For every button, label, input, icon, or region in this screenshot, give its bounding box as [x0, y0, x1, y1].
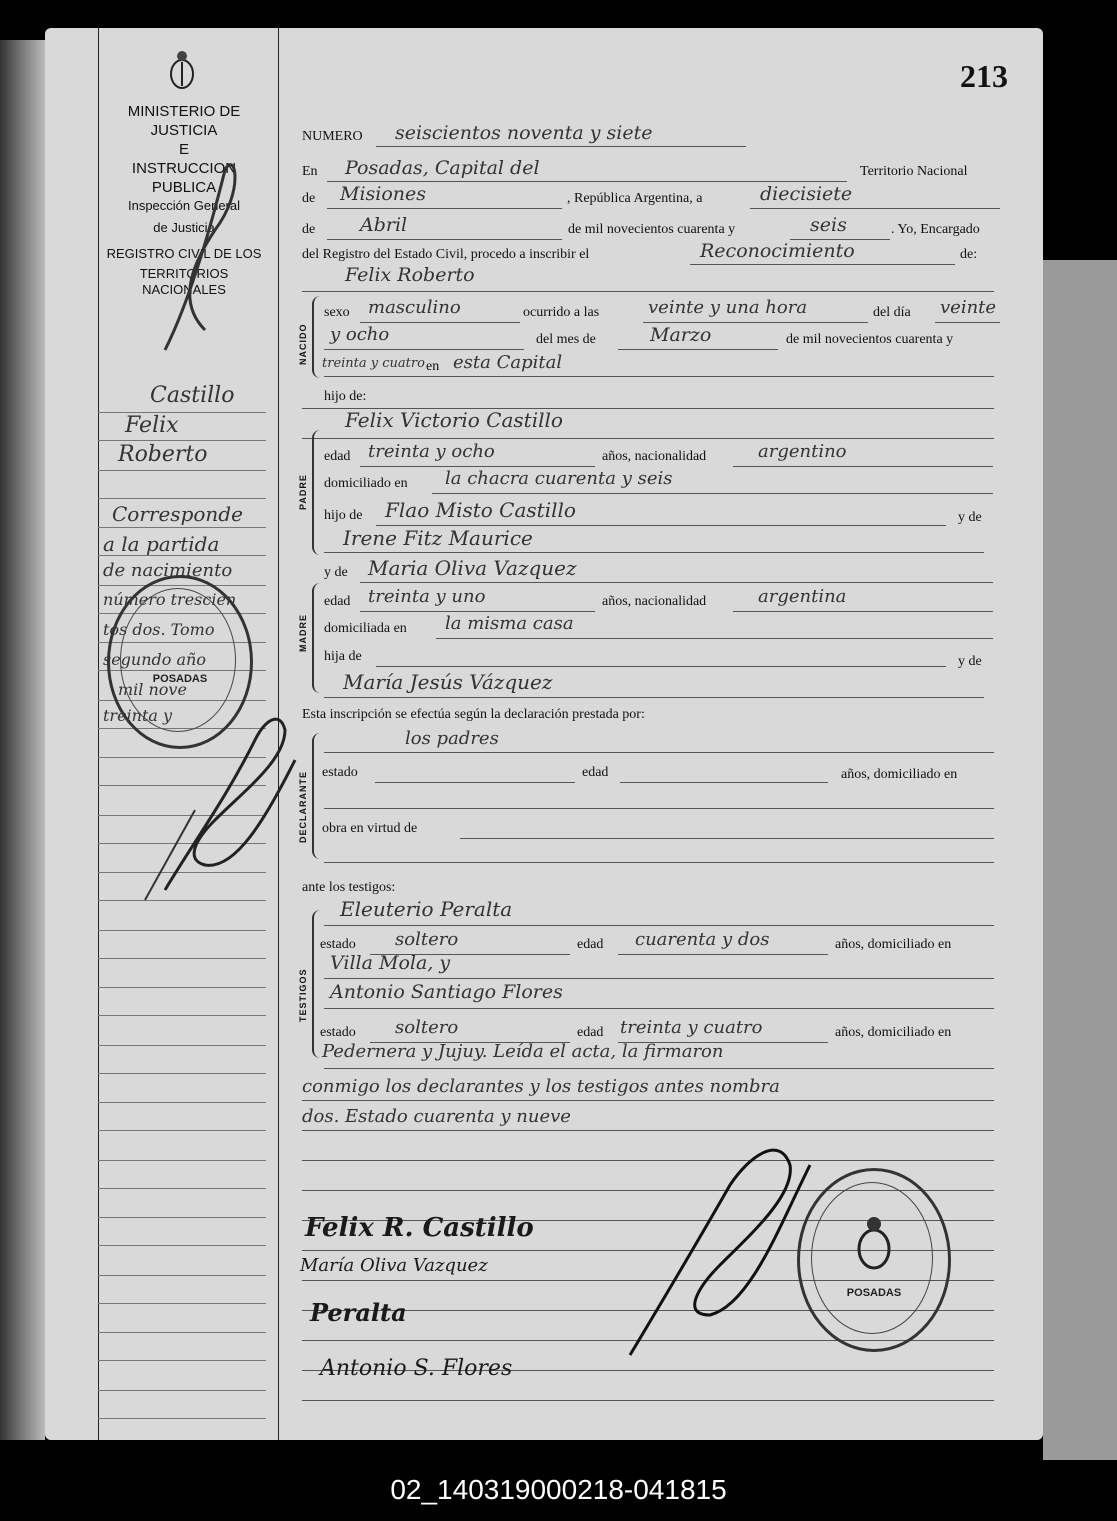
section-nacido: NACIDO [298, 323, 308, 365]
entry-acto: Reconocimiento [700, 240, 855, 262]
label-numero: NUMERO [302, 129, 363, 144]
page-number: 213 [960, 58, 1008, 94]
label-obra: obra en virtud de [322, 821, 418, 836]
entry-t1-dom: Villa Mola, y [330, 952, 451, 974]
label-republica: , República Argentina, a [567, 191, 703, 206]
entry-sexo: masculino [368, 297, 461, 318]
label-ocurrido: ocurrido a las [523, 305, 600, 320]
label-yde-madre2: y de [958, 654, 982, 669]
label-edad-decl: edad [582, 765, 609, 780]
label-edad-padre: edad [324, 449, 351, 464]
margin-note-2: a la partida [103, 532, 220, 556]
label-anos-dom-t2: años, domiciliado en [835, 1025, 952, 1040]
background-right [1043, 260, 1117, 1460]
entry-abuelo: Flao Misto Castillo [385, 498, 576, 522]
label-mil2: de mil novecientos cuarenta y [786, 332, 954, 347]
entry-madre-nac: argentina [758, 586, 847, 607]
entry-t2-edad: treinta y cuatro [620, 1017, 763, 1038]
label-de-mes: de [302, 222, 316, 237]
label-edad-t2: edad [577, 1025, 604, 1040]
brace-padre [312, 430, 322, 555]
entry-declarante: los padres [405, 728, 499, 749]
label-estado-decl: estado [322, 765, 358, 780]
label-registro: del Registro del Estado Civil, procedo a inscribir el [302, 247, 590, 262]
footer-id: 02_140319000218-041815 [390, 1474, 727, 1505]
entry-testigo1: Eleuterio Peralta [340, 897, 513, 921]
entry-t2-estado: soltero [395, 1017, 459, 1038]
entry-hora: veinte y una hora [648, 297, 808, 318]
signature-mother: María Oliva Vazquez [300, 1255, 488, 1276]
entry-mes: Abril [360, 214, 408, 236]
label-sexo: sexo [324, 305, 350, 320]
entry-territorio: Misiones [340, 183, 427, 205]
book-left-edge [0, 40, 45, 1440]
label-hijo: hijo de: [324, 389, 367, 404]
margin-note-4: número trescien [103, 590, 237, 609]
entry-lugar: Posadas, Capital del [345, 157, 540, 179]
official-signature-bottom [620, 1125, 820, 1365]
margin-note-5: tos dos. Tomo [103, 620, 215, 639]
label-anos-dom-t1: años, domiciliado en [835, 937, 952, 952]
label-delmes: del mes de [536, 332, 596, 347]
coat-of-arms-icon [168, 48, 196, 92]
brace-madre [312, 583, 322, 693]
entry-lugar-nac: esta Capital [453, 352, 563, 373]
entry-cierre-1: conmigo los declarantes y los testigos antes nombra [302, 1076, 780, 1097]
seal-stamp-right [797, 1168, 951, 1352]
label-nacionalidad-padre: años, nacionalidad [602, 449, 707, 464]
label-territorio: Territorio Nacional [860, 164, 968, 179]
margin-note-8: treinta y [103, 706, 173, 725]
label-en: En [302, 164, 318, 179]
label-estado-t1: estado [320, 937, 356, 952]
label-anos-dom-decl: años, domiciliado en [841, 767, 958, 782]
entry-t1-edad: cuarenta y dos [635, 929, 770, 950]
signature-witness-1: Peralta [310, 1298, 407, 1327]
label-estado-t2: estado [320, 1025, 356, 1040]
margin-note-6: segundo año [103, 650, 206, 669]
entry-padre-nac: argentino [758, 441, 847, 462]
official-signature-top [145, 130, 255, 360]
entry-abuela: Irene Fitz Maurice [343, 526, 533, 550]
entry-dia-nac-2: y ocho [330, 324, 390, 345]
margin-note-1: Corresponde [112, 502, 243, 526]
label-yde-padre: y de [958, 510, 982, 525]
entry-anio: seis [810, 214, 847, 236]
entry-madre-edad: treinta y uno [368, 586, 486, 607]
entry-madre: Maria Oliva Vazquez [368, 556, 577, 580]
header-inspection: Inspección General de Justicia REGISTRO CIVIL DE LOS TERRITORIOS NACIONALES [106, 198, 262, 297]
label-deldia: del día [873, 305, 911, 320]
entry-mes-nac: Marzo [650, 324, 712, 346]
entry-dia: diecisiete [760, 183, 853, 205]
label-de2: de: [960, 247, 978, 262]
label-nacionalidad-madre: años, nacionalidad [602, 594, 707, 609]
margin-name2: Roberto [118, 442, 208, 467]
entry-madre-dom: la misma casa [445, 613, 574, 634]
signature-witness-2: Antonio S. Flores [320, 1356, 513, 1381]
label-yde-madre: y de [324, 565, 348, 580]
section-padre: PADRE [298, 474, 308, 510]
label-mil: de mil novecientos cuarenta y [568, 222, 736, 237]
signature-father: Felix R. Castillo [305, 1213, 534, 1243]
margin-line-left [98, 28, 99, 1440]
entry-t2-dom: Pedernera y Jujuy. Leída el acta, la firmaron [322, 1041, 724, 1062]
entry-nombre: Felix Roberto [345, 264, 475, 286]
label-ante: ante los testigos: [302, 880, 396, 895]
official-signature-margin [135, 700, 305, 910]
margin-surname: Castillo [150, 383, 235, 408]
entry-t1-estado: soltero [395, 929, 459, 950]
label-domiciliado-padre: domiciliado en [324, 476, 408, 491]
margin-name1: Felix [125, 413, 179, 438]
label-esta: Esta inscripción se efectúa según la declaración prestada por: [302, 707, 645, 722]
brace-declarante [312, 733, 322, 859]
entry-dia-nac-1: veinte [940, 297, 997, 318]
seal-city: POSADAS [152, 673, 208, 685]
section-testigos: TESTIGOS [298, 968, 308, 1022]
label-edad-madre: edad [324, 594, 351, 609]
label-domiciliada: domiciliada en [324, 621, 407, 636]
label-hijode: hijo de [324, 508, 363, 523]
entry-numero: seiscientos noventa y siete [395, 122, 653, 144]
entry-cierre-2: dos. Estado cuarenta y nueve [302, 1106, 571, 1127]
entry-padre-edad: treinta y ocho [368, 441, 495, 462]
label-yo: . Yo, Encargado [891, 222, 980, 237]
margin-note-7: mil nove [118, 680, 187, 699]
section-madre: MADRE [298, 614, 308, 652]
label-en2: en [426, 359, 440, 374]
margin-note-3: de nacimiento [103, 560, 233, 581]
entry-testigo2: Antonio Santiago Flores [330, 981, 563, 1003]
label-hijade: hija de [324, 649, 362, 664]
entry-anio-nac: treinta y cuatro [322, 356, 425, 371]
section-declarante: DECLARANTE [298, 771, 308, 843]
entry-padre-dom: la chacra cuarenta y seis [445, 468, 673, 489]
entry-abuela-m: María Jesús Vázquez [343, 670, 553, 694]
seal-city-right: POSADAS [846, 1287, 902, 1299]
header-ministry: MINISTERIO DE JUSTICIA E INSTRUCCION PUBLICA [127, 103, 241, 196]
label-edad-t1: edad [577, 937, 604, 952]
brace-nacido [312, 296, 322, 378]
label-de: de [302, 191, 316, 206]
entry-padre: Felix Victorio Castillo [345, 408, 563, 432]
seal-emblem-icon [854, 1215, 894, 1271]
